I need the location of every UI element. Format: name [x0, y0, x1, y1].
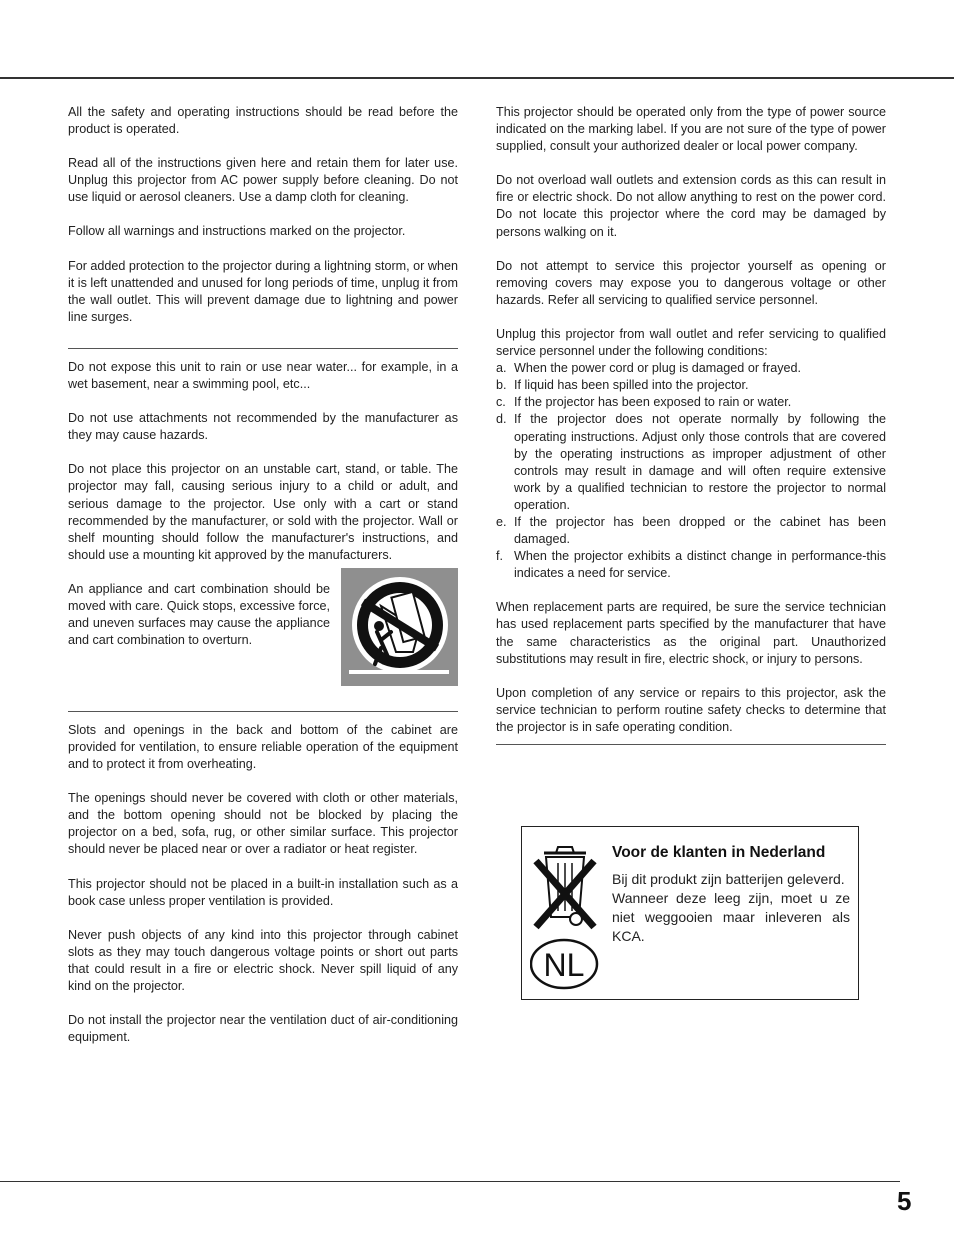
paragraph: When replacement parts are required, be sure the service technician has used replacement parts specified by the manufacturer that have the same characteristics as the original part. Unauthorized substitutions may result in fire, electric shock, or injury to persons.	[496, 600, 886, 666]
paragraph: Never push objects of any kind into this projector through cabinet slots as they may touch dangerous voltage points or short out parts that could result in a fire or electric shock. Never spill liquid of any kind on the projector.	[68, 927, 458, 993]
top-rule	[0, 77, 954, 79]
list-item: c. If the projector has been exposed to rain or water.	[496, 395, 792, 410]
right-column	[496, 104, 886, 755]
nl-line: Bij dit produkt zijn batterijen geleverd.	[612, 871, 845, 887]
crossed-bin-icon	[536, 847, 594, 927]
left-column	[68, 104, 458, 1063]
paragraph: Follow all warnings and instructions marked on the projector.	[68, 224, 406, 239]
paragraph: Unplug this projector from wall outlet and refer servicing to qualified service personnel under the following conditions:	[496, 326, 886, 359]
paragraph: Do not install the projector near the ventilation duct of air-conditioning equipment.	[68, 1013, 458, 1045]
nl-text	[612, 843, 850, 946]
paragraph: Do not attempt to service this projector yourself as opening or removing covers may expose you to dangerous voltage or other hazards. Refer all servicing to qualified service personnel.	[496, 258, 886, 307]
bottom-rule	[0, 1181, 900, 1182]
cart-tipover-warning-icon	[341, 568, 458, 686]
paragraph: The openings should never be covered with cloth or other materials, and the bottom opening should not be blocked by placing the projector on a bed, sofa, rug, or other similar surface. This projector should never be placed near or over a radiator or heat register.	[68, 791, 458, 857]
paragraph: All the safety and operating instructions should be read before the product is operated.	[68, 105, 458, 137]
nl-title: Voor de klanten in Nederland	[612, 844, 826, 861]
list-item: d. If the projector does not operate normally by following the operating instructions. Adjust only those controls that are covered by the operating instructions as improper adjustment of other controls may result in damage and will often require extensive work by a qualified technician to restore the projector to normal operation.	[496, 412, 886, 512]
paragraph: This projector should not be placed in a built-in installation such as a book case unless proper ventilation is provided.	[68, 876, 458, 908]
nl-badge	[531, 940, 597, 988]
paragraph: Slots and openings in the back and bottom of the cabinet are provided for ventilation, to ensure reliable operation of the equipment and to protect it from overheating.	[68, 722, 458, 772]
paragraph: Upon completion of any service or repairs to this projector, ask the service technician to perform routine safety checks to determine that the projector is in safe operating condition.	[496, 685, 886, 734]
nl-line: Wanneer deze leeg zijn, moet u ze niet weggooien maar inleveren als KCA.	[612, 890, 850, 944]
cart-warning	[68, 581, 458, 686]
paragraph: Do not use attachments not recommended by the manufacturer as they may cause hazards.	[68, 411, 458, 443]
paragraph: Read all of the instructions given here and retain them for later use. Unplug this projector from AC power supply before cleaning. Do not use liquid or aerosol cleaners. Use a damp cloth for cleaning.	[68, 156, 458, 205]
list-item: f. When the projector exhibits a distinct change in performance-this indicates a need for service.	[496, 549, 886, 581]
paragraph: This projector should be operated only from the type of power source indicated on the marking label. If you are not sure of the type of power supplied, consult your authorized dealer or local power company.	[496, 105, 886, 154]
nl-battery-notice	[521, 826, 859, 1000]
list-item: e. If the projector has been dropped or the cabinet has been damaged.	[496, 514, 886, 547]
paragraph: Do not expose this unit to rain or use near water... for example, in a wet basement, near a swimming pool, etc...	[68, 359, 458, 392]
paragraph: Do not overload wall outlets and extension cords as this can result in fire or electric shock. Do not allow anything to rest on the power cord. Do not locate this projector where the cord may be damaged by persons walking on it.	[496, 173, 886, 239]
section-divider	[68, 348, 458, 349]
svg-text:NL: NL	[543, 947, 585, 983]
section-divider	[496, 744, 886, 745]
list-item: b. If liquid has been spilled into the projector.	[496, 378, 749, 393]
nl-icons	[530, 841, 602, 991]
paragraph: Do not place this projector on an unstable cart, stand, or table. The projector may fall, causing serious injury to a child or adult, and serious damage to the projector. Use only with a cart or stand recommended by the manufacturer, or sold with the projector. Wall or shelf mounting should follow the manufacturer's instructions, and should use a mounting kit approved by the manufacturers.	[68, 462, 458, 562]
page-number: 5	[897, 1186, 912, 1216]
list-item: a. When the power cord or plug is damaged or frayed.	[496, 361, 802, 376]
service-conditions-list	[496, 360, 886, 582]
paragraph: An appliance and cart combination should be moved with care. Quick stops, excessive force, and uneven surfaces may cause the appliance and cart combination to overturn.	[68, 581, 330, 648]
section-divider	[68, 711, 458, 712]
paragraph: For added protection to the projector during a lightning storm, or when it is left unattended and unused for long periods of time, unplug it from the wall outlet. This will prevent damage due to lightning and power line surges.	[68, 258, 458, 324]
